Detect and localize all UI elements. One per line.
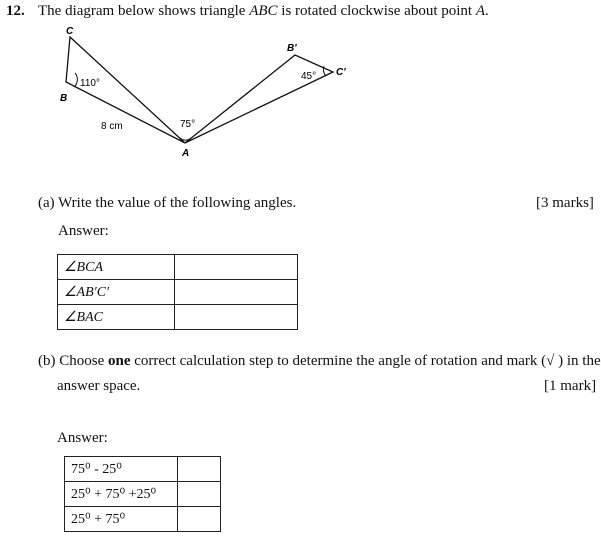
label-b-prime: B' (287, 43, 297, 54)
calculation-step-cell: 25⁰ + 75⁰ +25⁰ (65, 482, 178, 507)
part-b-marks: [1 mark] (544, 378, 597, 394)
angle-c-prime-label: 45° (301, 71, 317, 82)
part-a-marks: [3 marks] (536, 195, 594, 211)
angle-a-label: 75° (180, 119, 196, 130)
triangle-abc (66, 37, 185, 143)
angle-cell: ∠BAC (58, 305, 175, 330)
tick-cell[interactable] (178, 482, 221, 507)
table-row (65, 482, 221, 507)
angle-b-label: 110° (80, 78, 100, 89)
angle-cell: ∠BCA (58, 255, 175, 280)
table-row (65, 507, 221, 532)
label-c-prime: C' (336, 67, 346, 78)
triangle-rotation-diagram (0, 0, 601, 180)
answer-cell[interactable] (175, 255, 298, 280)
angle-arc-b (74, 73, 77, 87)
part-b-answer-table (64, 456, 221, 532)
part-a-answer-label: Answer: (58, 223, 109, 239)
calculation-step-cell: 25⁰ + 75⁰ (65, 507, 178, 532)
answer-cell[interactable] (175, 305, 298, 330)
triangle-ab-prime-c-prime (185, 55, 333, 143)
question-number: 12. (6, 3, 25, 19)
question-text: The diagram below shows triangle ABC is rotated clockwise about point A. (38, 3, 489, 19)
calculation-step-cell: 75⁰ - 25⁰ (65, 457, 178, 482)
table-row (65, 457, 221, 482)
label-a: A (182, 148, 190, 159)
tick-cell[interactable] (178, 457, 221, 482)
table-row (58, 305, 298, 330)
table-row (58, 280, 298, 305)
part-b-answer-label: Answer: (57, 430, 108, 446)
tick-cell[interactable] (178, 507, 221, 532)
part-a-question: (a) Write the value of the following angles. (38, 195, 297, 211)
angle-arc-c-prime (323, 66, 326, 76)
label-b: B (60, 93, 68, 104)
table-row (58, 255, 298, 280)
side-length-label: 8 cm (101, 121, 123, 132)
angle-cell: ∠AB′C′ (58, 280, 175, 305)
label-c: C (66, 26, 74, 37)
part-a-answer-table (57, 254, 298, 330)
part-b-question-line2: answer space. (57, 378, 141, 394)
answer-cell[interactable] (175, 280, 298, 305)
part-b-question: (b) Choose one correct calculation step to determine the angle of rotation and mark (√ ) in the (38, 353, 601, 369)
